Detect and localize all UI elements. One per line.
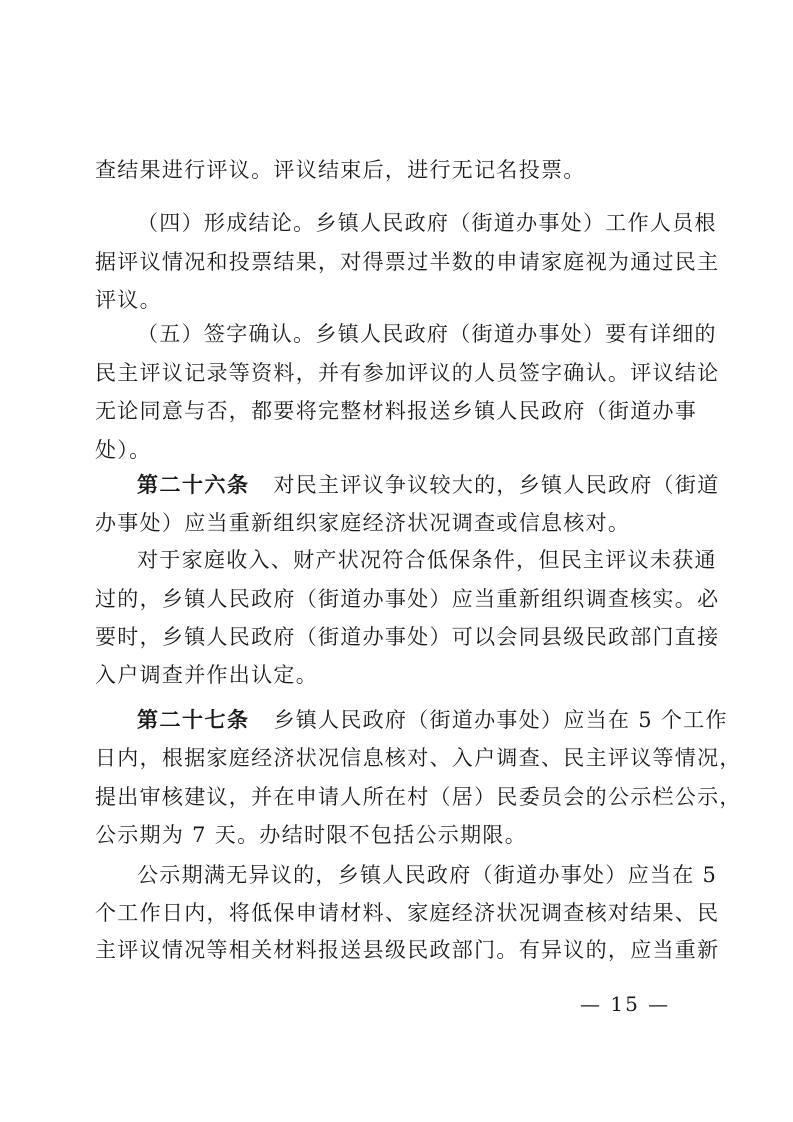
body-line: 办事处）应当重新组织家庭经济状况调查或信息核对。 [95,511,631,535]
body-line: 对于家庭收入、财产状况符合低保条件，但民主评议未获通 [137,548,717,572]
article-26-text: 对民主评议争议较大的，乡镇人民政府（街道 [273,473,720,497]
body-line: （四）形成结论。乡镇人民政府（街道办事处）工作人员根 [137,211,717,235]
body-line: 日内，根据家庭经济状况信息核对、入户调查、民主评议等情况， [95,746,742,770]
body-line: （五）签字确认。乡镇人民政府（街道办事处）要有详细的 [137,322,717,346]
body-line: 处）。 [95,438,152,462]
page-number: — 15 — [580,992,671,1016]
article-27-label: 第二十七条 [137,707,250,732]
body-line: 民主评议记录等资料，并有参加评议的人员签字确认。评议结论 [95,361,720,385]
body-line: 据评议情况和投票结果，对得票过半数的申请家庭视为通过民主 [95,250,720,274]
article-27-text: 乡镇人民政府（街道办事处）应当在 5 个工作 [273,708,728,732]
body-line: 无论同意与否，都要将完整材料报送乡镇人民政府（街道办事 [95,399,698,423]
body-line: 公示期为 7 天。办结时限不包括公示期限。 [95,823,528,847]
body-line: 评议。 [95,288,162,312]
body-line: 过的，乡镇人民政府（街道办事处）应当重新组织调查核实。必 [95,587,720,611]
body-line: 个工作日内，将低保申请材料、家庭经济状况调查核对结果、民 [95,901,720,925]
body-line: 公示期满无异议的，乡镇人民政府（街道办事处）应当在 5 [137,863,718,887]
body-line: 入户调查并作出认定。 [95,663,318,687]
article-26-line [137,471,720,499]
body-line: 要时，乡镇人民政府（街道办事处）可以会同县级民政部门直接 [95,625,720,649]
article-26-label: 第二十六条 [137,472,250,497]
body-line: 提出审核建议，并在申请人所在村（居）民委员会的公示栏公示， [95,785,742,809]
body-line: 主评议情况等相关材料报送县级民政部门。有异议的，应当重新 [95,938,720,962]
article-27-line [137,706,728,734]
body-line: 查结果进行评议。评议结束后，进行无记名投票。 [95,158,586,182]
